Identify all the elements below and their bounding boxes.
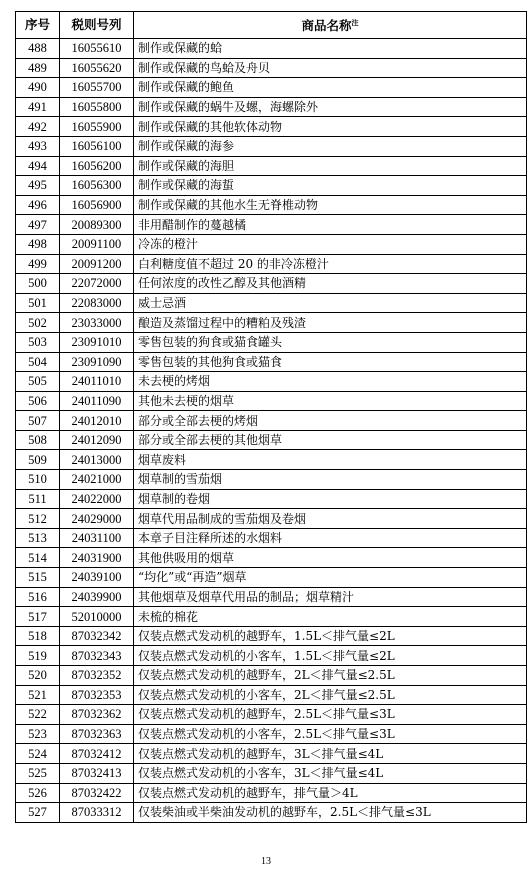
tariff-code-cell: 16055700 [60,78,134,98]
tariff-table [15,11,527,823]
serial-number-cell: 514 [16,548,60,568]
tariff-code-cell: 16056200 [60,156,134,176]
tariff-code-cell: 87032362 [60,705,134,725]
product-name-cell: 仅装点燃式发动机的越野车，1.5L＜排气量≤2L [134,626,527,646]
product-name-cell: 制作或保藏的海参 [134,136,527,156]
table-row [16,156,527,176]
serial-number-cell: 511 [16,489,60,509]
tariff-code-cell: 16055610 [60,39,134,59]
product-name-cell: 烟草制的雪茄烟 [134,470,527,490]
product-name-cell: 酿造及蒸馏过程中的糟粕及残渣 [134,313,527,333]
serial-number-cell: 502 [16,313,60,333]
tariff-code-cell: 23091090 [60,352,134,372]
serial-number-cell: 492 [16,117,60,137]
serial-number-cell: 491 [16,97,60,117]
product-name-cell: 烟草废料 [134,450,527,470]
tariff-code-cell: 24012090 [60,430,134,450]
product-name-cell: 部分或全部去梗的烤烟 [134,411,527,431]
product-name-cell: 未去梗的烤烟 [134,372,527,392]
serial-number-cell: 508 [16,430,60,450]
table-row [16,313,527,333]
serial-number-cell: 525 [16,763,60,783]
serial-number-cell: 488 [16,39,60,59]
tariff-code-cell: 23033000 [60,313,134,333]
tariff-code-cell: 24022000 [60,489,134,509]
product-name-cell: 其他烟草及烟草代用品的制品；烟草精汁 [134,587,527,607]
table-row [16,293,527,313]
product-name-cell: 其他供吸用的烟草 [134,548,527,568]
table-row [16,391,527,411]
table-body [16,39,527,823]
serial-number-cell: 500 [16,274,60,294]
product-name-cell: 仅装点燃式发动机的小客车，3L＜排气量≤4L [134,763,527,783]
table-row [16,783,527,803]
table-row [16,352,527,372]
tariff-code-cell: 20091100 [60,234,134,254]
tariff-code-cell: 87032343 [60,646,134,666]
table-row [16,470,527,490]
serial-number-cell: 509 [16,450,60,470]
table-row [16,195,527,215]
product-name-cell: 其他未去梗的烟草 [134,391,527,411]
tariff-code-cell: 87032353 [60,685,134,705]
serial-number-cell: 501 [16,293,60,313]
serial-number-cell: 515 [16,568,60,588]
product-name-cell: 制作或保藏的其他软体动物 [134,117,527,137]
tariff-code-cell: 87032412 [60,744,134,764]
table-row [16,274,527,294]
table-row [16,234,527,254]
tariff-code-cell: 24011090 [60,391,134,411]
tariff-code-cell: 24031100 [60,528,134,548]
tariff-code-cell: 24012010 [60,411,134,431]
table-row [16,587,527,607]
serial-number-cell: 524 [16,744,60,764]
table-row [16,744,527,764]
tariff-code-cell: 22083000 [60,293,134,313]
product-name-cell: 制作或保藏的蜗牛及螺，海螺除外 [134,97,527,117]
tariff-code-cell: 87032413 [60,763,134,783]
table-row [16,78,527,98]
tariff-code-cell: 24021000 [60,470,134,490]
product-name-cell: 制作或保藏的海蜇 [134,176,527,196]
table-row [16,117,527,137]
header-serial-number: 序号 [16,12,60,39]
product-name-cell: 零售包装的狗食或猫食罐头 [134,332,527,352]
table-row [16,39,527,59]
table-row [16,607,527,627]
table-row [16,724,527,744]
product-name-cell: “均化”或“再造”烟草 [134,568,527,588]
product-name-cell: 零售包装的其他狗食或猫食 [134,352,527,372]
serial-number-cell: 521 [16,685,60,705]
table-row [16,646,527,666]
table-row [16,626,527,646]
product-name-cell: 仅装点燃式发动机的越野车，排气量＞4L [134,783,527,803]
serial-number-cell: 512 [16,509,60,529]
serial-number-cell: 510 [16,470,60,490]
serial-number-cell: 516 [16,587,60,607]
tariff-code-cell: 20089300 [60,215,134,235]
serial-number-cell: 493 [16,136,60,156]
table-row [16,411,527,431]
tariff-code-cell: 24011010 [60,372,134,392]
table-row [16,430,527,450]
product-name-cell: 部分或全部去梗的其他烟草 [134,430,527,450]
tariff-code-cell: 20091200 [60,254,134,274]
tariff-code-cell: 87032363 [60,724,134,744]
serial-number-cell: 499 [16,254,60,274]
serial-number-cell: 519 [16,646,60,666]
header-product-name-label: 商品名称 [301,18,352,34]
tariff-code-cell: 24013000 [60,450,134,470]
tariff-code-cell: 52010000 [60,607,134,627]
product-name-cell: 仅装点燃式发动机的越野车，2.5L＜排气量≤3L [134,705,527,725]
serial-number-cell: 527 [16,803,60,823]
product-name-cell: 威士忌酒 [134,293,527,313]
serial-number-cell: 526 [16,783,60,803]
tariff-code-cell: 16056300 [60,176,134,196]
table-row [16,803,527,823]
product-name-cell: 未梳的棉花 [134,607,527,627]
tariff-code-cell: 87032342 [60,626,134,646]
serial-number-cell: 518 [16,626,60,646]
product-name-cell: 本章子目注释所述的水烟料 [134,528,527,548]
serial-number-cell: 490 [16,78,60,98]
table-row [16,136,527,156]
tariff-code-cell: 23091010 [60,332,134,352]
product-name-cell: 仅装点燃式发动机的小客车，2.5L＜排气量≤3L [134,724,527,744]
serial-number-cell: 505 [16,372,60,392]
table-row [16,97,527,117]
table-row [16,254,527,274]
product-name-cell: 仅装点燃式发动机的小客车，2L＜排气量≤2.5L [134,685,527,705]
product-name-cell: 任何浓度的改性乙醇及其他酒精 [134,274,527,294]
serial-number-cell: 496 [16,195,60,215]
table-row [16,705,527,725]
table-row [16,763,527,783]
serial-number-cell: 498 [16,234,60,254]
product-name-cell: 制作或保藏的蛤 [134,39,527,59]
tariff-code-cell: 87033312 [60,803,134,823]
product-name-cell: 烟草制的卷烟 [134,489,527,509]
tariff-code-cell: 24039900 [60,587,134,607]
table-row [16,489,527,509]
product-name-cell: 制作或保藏的其他水生无脊椎动物 [134,195,527,215]
product-name-cell: 烟草代用品制成的雪茄烟及卷烟 [134,509,527,529]
product-name-cell: 白利糖度值不超过 20 的非冷冻橙汁 [134,254,527,274]
serial-number-cell: 522 [16,705,60,725]
table-row [16,215,527,235]
serial-number-cell: 517 [16,607,60,627]
product-name-cell: 制作或保藏的海胆 [134,156,527,176]
header-note-mark: 注 [351,19,359,28]
tariff-code-cell: 22072000 [60,274,134,294]
serial-number-cell: 503 [16,332,60,352]
serial-number-cell: 507 [16,411,60,431]
tariff-code-cell: 24039100 [60,568,134,588]
table-row [16,685,527,705]
serial-number-cell: 495 [16,176,60,196]
product-name-cell: 冷冻的橙汁 [134,234,527,254]
table-header-row [16,12,527,39]
table-row [16,509,527,529]
table-row [16,58,527,78]
tariff-code-cell: 87032422 [60,783,134,803]
serial-number-cell: 513 [16,528,60,548]
table-row [16,666,527,686]
product-name-cell: 仅装点燃式发动机的小客车，1.5L＜排气量≤2L [134,646,527,666]
serial-number-cell: 506 [16,391,60,411]
serial-number-cell: 520 [16,666,60,686]
product-name-cell: 非用醋制作的蔓越橘 [134,215,527,235]
product-name-cell: 制作或保藏的鸟蛤及舟贝 [134,58,527,78]
serial-number-cell: 523 [16,724,60,744]
header-tariff-code: 税则号列 [60,12,134,39]
tariff-code-cell: 16055800 [60,97,134,117]
tariff-code-cell: 16055620 [60,58,134,78]
serial-number-cell: 504 [16,352,60,372]
page-number: 13 [261,856,271,867]
serial-number-cell: 494 [16,156,60,176]
table-row [16,332,527,352]
tariff-code-cell: 87032352 [60,666,134,686]
serial-number-cell: 497 [16,215,60,235]
tariff-code-cell: 16056900 [60,195,134,215]
product-name-cell: 仅装柴油或半柴油发动机的越野车，2.5L＜排气量≤3L [134,803,527,823]
table-row [16,548,527,568]
product-name-cell: 制作或保藏的鲍鱼 [134,78,527,98]
table-row [16,176,527,196]
tariff-code-cell: 24031900 [60,548,134,568]
header-product-name [134,12,527,39]
product-name-cell: 仅装点燃式发动机的越野车，2L＜排气量≤2.5L [134,666,527,686]
serial-number-cell: 489 [16,58,60,78]
table-row [16,372,527,392]
table-row [16,568,527,588]
tariff-code-cell: 16055900 [60,117,134,137]
table-row [16,450,527,470]
product-name-cell: 仅装点燃式发动机的越野车，3L＜排气量≤4L [134,744,527,764]
tariff-code-cell: 24029000 [60,509,134,529]
tariff-code-cell: 16056100 [60,136,134,156]
table-row [16,528,527,548]
